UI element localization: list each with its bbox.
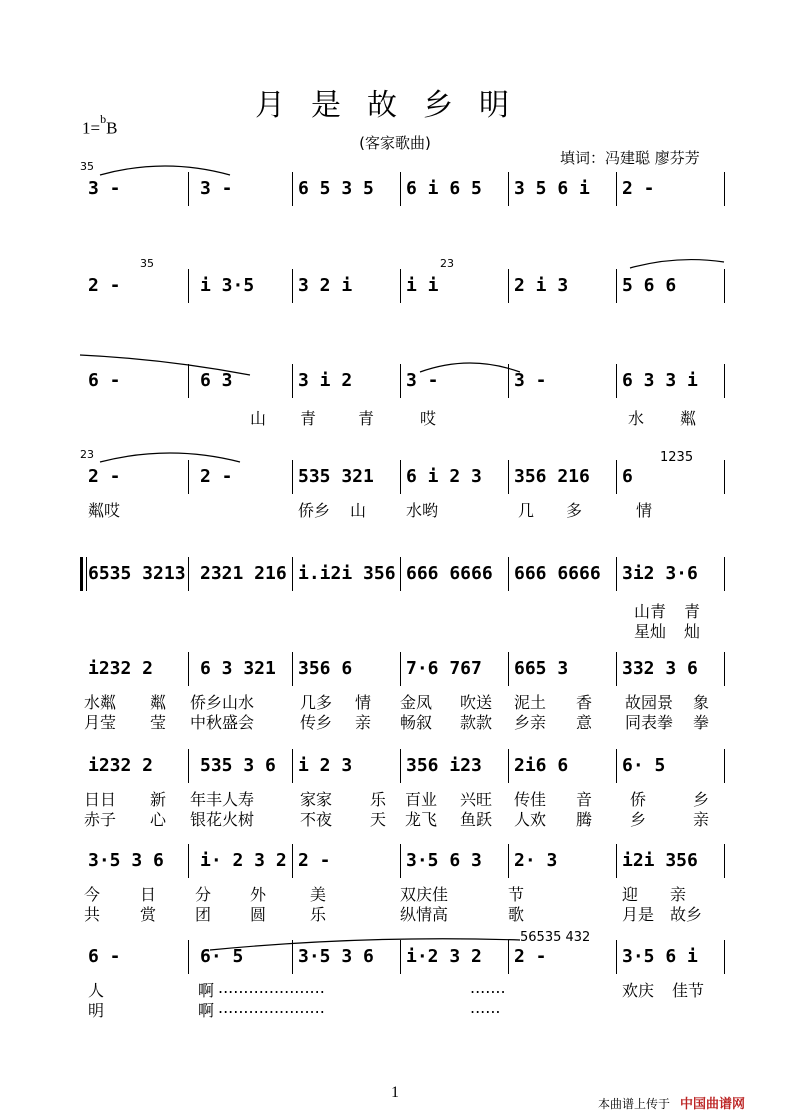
note-group: 666 6666: [406, 563, 493, 584]
lyric-line-2: 不夜: [300, 810, 333, 829]
lyric-line-1: 水粼: [84, 693, 117, 712]
lyric-line-2: 心: [150, 810, 167, 829]
lyric-line-1: 人: [88, 981, 105, 1000]
note-group: 2 -: [514, 946, 547, 967]
lyric-line-1: 日日: [84, 790, 117, 809]
grace-note: 35: [140, 257, 154, 270]
lyric-line-2: ......: [470, 998, 501, 1017]
lyric-line-1: 迎: [622, 885, 639, 904]
lyric-line-2: 明: [88, 1001, 105, 1020]
lyric-line-2: 人欢: [514, 810, 547, 829]
note-group: 356 6: [298, 658, 353, 679]
lyric-line-1: 欢庆: [622, 981, 655, 1000]
note-group: 2321 216: [200, 563, 287, 584]
note-group: 2 -: [622, 178, 655, 199]
lyric-line-1: 泥土: [514, 693, 547, 712]
note-group: 2i6 6: [514, 755, 569, 776]
note-group: 535 321: [298, 466, 374, 487]
lyric-line-2: 啊: [198, 1001, 215, 1020]
lyric-line-1: 情: [636, 501, 653, 520]
note-group: 2 -: [88, 275, 121, 296]
lyric-line-2: 圆: [250, 905, 267, 924]
lyric-line-1: 日: [140, 885, 157, 904]
lyric-line-1: 情: [355, 693, 372, 712]
lyric-line-1: 粼: [680, 409, 697, 428]
lyric-line-2: 龙飞: [405, 810, 438, 829]
lyric-line-2: 莹: [150, 713, 167, 732]
slur: [100, 166, 230, 175]
note-group: i i: [406, 275, 439, 296]
note-group: 6: [622, 466, 633, 487]
lyric-line-2: 共: [84, 905, 101, 924]
site-logo: 中国曲谱网: [680, 1097, 746, 1112]
lyric-line-2: 纵情高: [400, 905, 449, 924]
lyric-line-2: 中秋盛会: [190, 713, 255, 732]
lyric-line-1: 分: [195, 885, 212, 904]
lyric-line-1: 青: [300, 409, 317, 428]
note-group: i·2 3 2: [406, 946, 482, 967]
lyric-line-1: .....................: [218, 978, 325, 997]
lyric-line-1: 金凤: [400, 693, 433, 712]
lyric-line-1: 啊: [198, 981, 215, 1000]
upload-notice: 本曲谱上传于: [598, 1097, 671, 1111]
lyric-line-1: 多: [566, 501, 583, 520]
lyric-line-1: 青: [358, 409, 375, 428]
note-group: 3·5 6 i: [622, 946, 698, 967]
note-group: 6 3: [200, 370, 233, 391]
note-group: 3 5 6 i: [514, 178, 590, 199]
lyric-line-2: 乡亲: [514, 713, 547, 732]
lyric-line-1: 侨: [630, 790, 647, 809]
lyric-line-2: 腾: [576, 810, 593, 829]
note-group: 3 -: [88, 178, 121, 199]
page-number: 1: [391, 1084, 399, 1101]
lyric-line-1: 象: [693, 693, 710, 712]
note-group: 666 6666: [514, 563, 601, 584]
slur: [210, 939, 520, 950]
lyric-line-2: 乐: [310, 905, 327, 924]
note-group: 6· 5: [200, 946, 244, 967]
lyric-line-2: 歌: [508, 905, 525, 924]
song-title: 月是故乡明: [255, 88, 535, 123]
slur: [100, 453, 240, 462]
lyric-line-1: 兴旺: [460, 790, 493, 809]
lyric-line-1: 水: [628, 409, 645, 428]
lyric-line-1: 粼哎: [88, 501, 121, 520]
lyric-line-2: 月是: [622, 905, 655, 924]
lyric-line-2: 传乡: [300, 713, 333, 732]
note-group: i232 2: [88, 658, 154, 679]
lyric-line-2: 赏: [140, 905, 157, 924]
lyric-line-1: 山: [250, 409, 267, 428]
ornament-notes: 56535 432: [520, 930, 591, 945]
lyric-line-2: 月莹: [84, 713, 117, 732]
key-flat: b: [100, 112, 107, 126]
note-group: 6 3 321: [200, 658, 276, 679]
lyric-line-2: 意: [576, 713, 593, 732]
note-group: 2· 3: [514, 850, 558, 871]
note-group: 3 2 i: [298, 275, 353, 296]
lyric-line-1: 家家: [300, 790, 333, 809]
lyric-line-2: 灿: [684, 622, 701, 641]
lyric-line-2: 拳: [693, 713, 710, 732]
note-group: 665 3: [514, 658, 569, 679]
lyricist-credit: 填词：冯建聪 廖芬芳: [560, 149, 700, 167]
grace-note: 35: [80, 160, 94, 173]
note-group: 6 3 3 i: [622, 370, 698, 391]
lyric-line-2: 赤子: [84, 810, 117, 829]
lyric-line-1: 几: [518, 501, 535, 520]
note-group: 6 -: [88, 370, 121, 391]
lyric-line-1: 吹送: [460, 693, 493, 712]
lyric-line-1: 亲: [670, 885, 687, 904]
lyric-line-1: 山青: [634, 602, 667, 621]
ornament-notes: 1235: [660, 450, 694, 465]
note-group: 5 6 6: [622, 275, 677, 296]
lyric-line-1: 美: [310, 885, 327, 904]
note-group: 535 3 6: [200, 755, 276, 776]
lyric-line-1: 乡: [693, 790, 710, 809]
lyric-line-1: 年丰人寿: [190, 790, 255, 809]
lyric-line-1: 佳节: [672, 981, 705, 1000]
lyric-line-1: 乐: [370, 790, 387, 809]
lyric-line-2: 天: [370, 810, 387, 829]
lyric-line-1: 百业: [405, 790, 438, 809]
note-group: 3i2 3·6: [622, 563, 698, 584]
lyric-line-1: 山: [350, 501, 367, 520]
lyric-line-1: 侨乡山水: [190, 693, 255, 712]
note-group: 6 5 3 5: [298, 178, 374, 199]
slur: [630, 260, 724, 268]
lyric-line-1: 粼: [150, 693, 167, 712]
note-group: 3 i 2: [298, 370, 353, 391]
note-group: i232 2: [88, 755, 154, 776]
lyric-line-2: 鱼跃: [460, 810, 493, 829]
lyric-line-1: 传佳: [514, 790, 547, 809]
lyric-line-1: 音: [576, 790, 593, 809]
note-group: 7·6 767: [406, 658, 482, 679]
lyric-line-1: 今: [84, 885, 101, 904]
grace-note: 23: [440, 257, 454, 270]
lyric-line-2: 银花火树: [190, 810, 255, 829]
lyric-line-1: 双庆佳: [400, 885, 449, 904]
lyric-line-1: 几多: [300, 693, 333, 712]
note-group: 3 -: [200, 178, 233, 199]
lyric-line-2: 同表拳: [625, 713, 674, 732]
lyric-line-2: 亲: [693, 810, 710, 829]
key-note: B: [106, 118, 118, 138]
lyric-line-2: 故乡: [670, 905, 703, 924]
slur: [80, 355, 250, 375]
lyric-line-2: 畅叙: [400, 713, 433, 732]
note-group: i· 2 3 2: [200, 850, 287, 871]
key-prefix: 1=: [82, 118, 101, 138]
lyric-line-1: 外: [250, 885, 267, 904]
lyric-line-1: 节: [508, 885, 525, 904]
note-group: 3 -: [406, 370, 439, 391]
note-group: 356 i23: [406, 755, 482, 776]
song-subtitle: (客家歌曲): [359, 134, 431, 152]
note-group: 3·5 3 6: [88, 850, 164, 871]
lyric-line-2: 乡: [630, 810, 647, 829]
lyric-line-2: 团: [195, 905, 212, 924]
grace-note: 23: [80, 448, 94, 461]
note-group: 356 216: [514, 466, 590, 487]
note-group: i2i 356: [622, 850, 698, 871]
note-group: 6· 5: [622, 755, 666, 776]
note-group: 3·5 6 3: [406, 850, 482, 871]
lyric-line-1: 青: [684, 602, 701, 621]
note-group: i 3·5: [200, 275, 255, 296]
lyric-line-2: .....................: [218, 998, 325, 1017]
note-group: 2 -: [200, 466, 233, 487]
note-group: 2 -: [88, 466, 121, 487]
note-group: 6 -: [88, 946, 121, 967]
note-group: 2 i 3: [514, 275, 569, 296]
note-group: 3·5 3 6: [298, 946, 374, 967]
note-group: i 2 3: [298, 755, 353, 776]
lyric-line-1: 水哟: [406, 501, 439, 520]
lyric-line-2: 款款: [460, 713, 493, 732]
note-group: i.i2i 356: [298, 563, 396, 584]
note-group: 6 i 2 3: [406, 466, 482, 487]
note-group: 3 -: [514, 370, 547, 391]
note-group: 6535 3213: [88, 563, 186, 584]
lyric-line-1: 侨乡: [298, 501, 331, 520]
lyric-line-1: 香: [576, 693, 593, 712]
lyric-line-1: .......: [470, 978, 506, 997]
lyric-line-1: 新: [150, 790, 167, 809]
lyric-line-1: 哎: [420, 409, 437, 428]
lyric-line-2: 星灿: [634, 622, 667, 641]
note-group: 6 i 6 5: [406, 178, 482, 199]
slur: [420, 363, 520, 372]
lyric-line-1: 故园景: [625, 693, 674, 712]
lyric-line-2: 亲: [355, 713, 372, 732]
note-group: 332 3 6: [622, 658, 698, 679]
note-group: 2 -: [298, 850, 331, 871]
